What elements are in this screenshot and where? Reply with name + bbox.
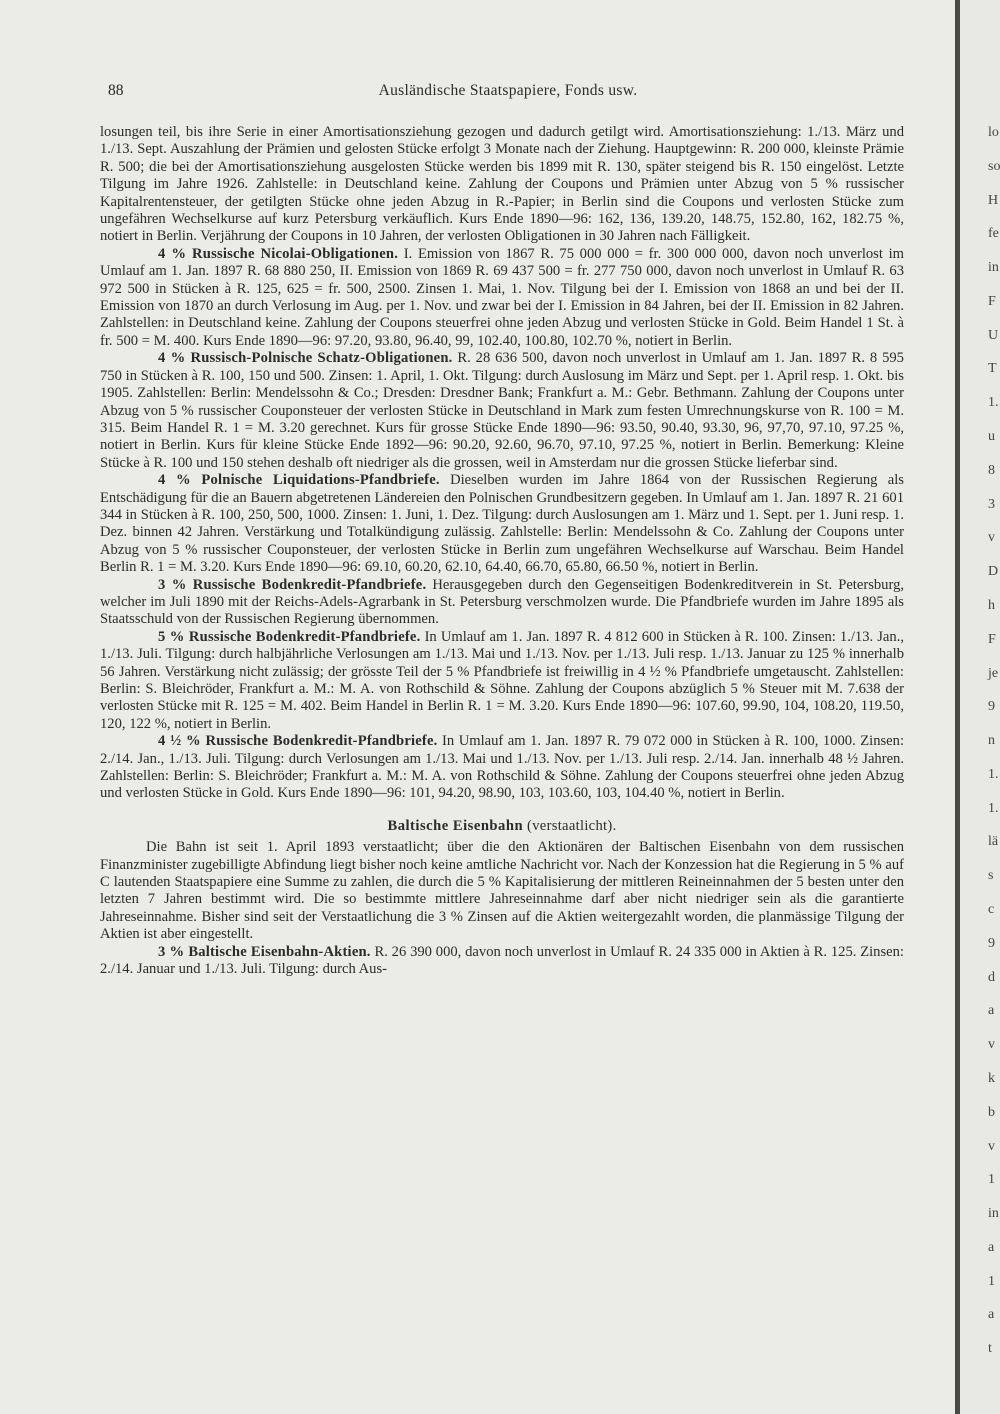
body-text [100,124,904,979]
adjacent-page-fragment: 8 [988,463,995,478]
adjacent-page-fragment: v [988,1037,995,1052]
paragraph-continuation: losungen teil, bis ihre Serie in einer Amortisationsziehung gezogen und dadurch getilgt wird. Amortisationsziehung: 1./13. März und 1./13. Sept. Auszahlung der Prämien und gelosten Stücke erfolgt 3 Monate nach der Ziehung. Hauptgewinn: R. 200 000, kleinste Prämie R. 500; die bei der Amortisationsziehung ausgelosten Stücke werden bis 1899 mit R. 130, später steigend bis R. 150 eingelöst. Letzte Tilgung im Jahre 1926. Zahlstelle: in Deutschland keine. Zahlung der Coupons und Prämien unter Abzug von 5 % russischer Kapitalrentensteuer, der getilgten Stücke ohne jeden Abzug in R.-Papier; in Berlin sind die Coupons und verlosten Stücke zum ungefähren Wechselkurse auf kurz Petersburg verkäuflich. Kurs Ende 1890—96: 162, 136, 139.20, 148.75, 152.80, 162, 182.75 %, notiert in Berlin. Verjährung der Coupons in 10 Jahren, der verlosten Obligationen in 30 Jahren nach Fälligkeit. [100,124,904,245]
adjacent-page-fragment: 1 [988,1172,995,1187]
adjacent-page-fragment: T [988,361,997,376]
adjacent-page-fragment: h [988,598,995,613]
adjacent-page-fragment: 1. [988,767,999,782]
adjacent-page-fragment: fe [988,226,999,241]
entry-heading: 3 % Baltische Eisenbahn-Aktien. [158,943,371,960]
adjacent-page-fragment: a [988,1003,995,1018]
entry-heading: 4 % Russisch-Polnische Schatz-Obligationen. [158,350,453,367]
adjacent-page-fragment: a [988,1307,995,1322]
entry-baltische-aktien [100,944,904,979]
adjacent-page-fragment: t [988,1341,992,1356]
entry-bodenkredit-5 [100,629,904,733]
adjacent-page-fragment: in [988,260,999,275]
adjacent-page-fragment: lä [988,834,999,849]
adjacent-page-fragment: F [988,294,996,309]
entry-heading: 3 % Russische Bodenkredit-Pfandbriefe. [158,576,427,593]
entry-text: In Umlauf am 1. Jan. 1897 R. 4 812 600 in Stücken à R. 100. Zinsen: 1./13. Jan., 1./13. Juli. Tilgung: durch halbjährliche Verlosungen am 1./13. Mai und 1./13. Nov. per 1./13. Juli resp. 1./13. Januar zu 125 % innerhalb 56 Jahren. Verstärkung nicht zulässig; der grösste Teil der 5 % Pfandbriefe ist freiwillig in 4 ½ % Pfandbriefe umgetauscht. Zahlstellen: Berlin: S. Bleichröder, Frankfurt a. M.: M. A. von Rothschild & Söhne. Zahlung der Coupons abzüglich 5 % Steuer mit M. 7.638 der verlosten Stücke mit R. 125 = M. 402. Beim Handel in Berlin R. 1 = M. 3.20. Kurs Ende 1890—96: 107.60, 99.90, 104, 108.20, 119.50, 120, 122 %, notiert in Berlin. [100,628,904,732]
running-title: Ausländische Staatspapiere, Fonds usw. [378,82,638,99]
adjacent-page-fragment: in [988,1206,999,1221]
adjacent-page-fragment: 1. [988,801,999,816]
entry-heading: 4 ½ % Russische Bodenkredit-Pfandbriefe. [158,733,438,750]
adjacent-page-fragment: a [988,1240,995,1255]
adjacent-page-fragment: u [988,429,995,444]
entry-text: In Umlauf am 1. Jan. 1897 R. 79 072 000 in Stücken à R. 100, 1000. Zinsen: 2./14. Jan., 1./13. Juli. Tilgung: durch Verlosungen am 1./13. Mai und 1./13. Nov. per 1./13. Juli resp. 2./14. Jan. innerhalb 48 ½ Jahren. Zahlstellen: Berlin: S. Bleichröder; Frankfurt a. M.: M. A. von Rothschild & Söhne. Zahlung der Coupons steuerfrei ohne jeden Abzug und verlosten Stücke in Gold. Kurs Ende 1890—96: 101, 94.20, 98.90, 103, 103.60, 103, 104.40 %, notiert in Berlin. [100,733,905,802]
adjacent-page-fragment: 9 [988,699,995,714]
entry-text: R. 26 390 000, davon noch unverlost in Umlauf R. 24 335 000 in Aktien à R. 125. Zinsen: 2./14. Januar und 1./13. Juli. Tilgung: durch Aus- [100,943,904,978]
adjacent-page-fragment: k [988,1071,995,1086]
adjacent-page-fragment: je [988,666,999,681]
entry-text: Herausgegeben durch den Gegenseitigen Bodenkreditverein in St. Petersburg, welcher im Juli 1890 mit der Reichs-Adels-Agrarbank in St. Petersburg verschmolzen wurde. Die Pfandbriefe wurden im Jahre 1895 als Staatsschuld von der Russischen Regierung übernommen. [100,576,905,628]
adjacent-page-fragment: b [988,1105,995,1120]
entry-nicolai-obligationen [100,246,904,350]
entry-bodenkredit-3 [100,577,904,629]
page-number: 88 [108,82,124,99]
adjacent-page-fragment: D [988,564,999,579]
section-title-bold: Baltische Eisenbahn [387,817,524,834]
adjacent-page-fragment: v [988,530,995,545]
entry-liquidations-pfandbriefe [100,472,904,576]
adjacent-page-fragment: s [988,868,994,883]
adjacent-page-fragment: d [988,970,995,985]
adjacent-page-fragment: c [988,902,995,917]
section-title-suffix: (verstaatlicht). [527,817,617,834]
adjacent-page-fragment: 3 [988,497,995,512]
adjacent-page-fragment: v [988,1139,995,1154]
adjacent-page-fragment: H [988,193,999,208]
adjacent-page-fragment: F [988,632,996,647]
adjacent-page-fragment: 9 [988,936,995,951]
section-title [100,818,904,835]
entry-heading: 5 % Russische Bodenkredit-Pfandbriefe. [158,628,421,645]
adjacent-page-fragment: n [988,733,995,748]
entry-bodenkredit-4-5 [100,733,904,803]
adjacent-page-fragment: so [988,159,1000,174]
adjacent-page-fragment: 1. [988,395,999,410]
adjacent-page-fragment: 1 [988,1274,995,1289]
section-intro: Die Bahn ist seit 1. April 1893 verstaatlicht; über die den Aktionären der Baltischen Eisenbahn von dem russischen Finanzminister zugebilligte Abfindung liegt bisher noch keine amtliche Nachricht vor. Nach der Konzession hat die Regierung in 5 % auf C lautenden Staatspapiere eine Summe zu zahlen, die durch die 5 % Kapitalisierung der mittleren Reineinnahmen der 5 besten unter den letzten 7 Jahren bestimmt wird. Die so bestimmte mittlere Jahreseinnahme darf aber nicht niedriger sein als die garantierte Jahreseinnahme. Bisher sind seit der Verstaatlichung die 3 % Zinsen auf die Aktien weitergezahlt worden, die planmässige Tilgung der Aktien ist aber eingestellt. [100,839,904,943]
entry-polnische-schatz-obligationen [100,350,904,472]
adjacent-page-fragment: U [988,328,999,343]
adjacent-page-fragment: lo [988,125,999,140]
entry-text: Dieselben wurden im Jahre 1864 von der Russischen Regierung als Entschädigung für die an Bauern abgetretenen Ländereien den Polnischen Grundbesitzern gegeben. In Umlauf am 1. Jan. 1897 R. 21 601 344 in Stücken à R. 100, 250, 500, 1000. Zinsen: 1. Juni, 1. Dez. Tilgung: durch Auslosungen am 1. März und 1. Sept. per 1. Juni resp. 1. Dez. binnen 42 Jahren. Verstärkung und Totalkündigung zulässig. Zahlstelle: Berlin: Mendelssohn & Co. Zahlung der Coupons unter Abzug von 5 % russischer Couponsteuer, der verlosten Stücke in Berlin zum ungefähren Wechselkurse auf Warschau. Beim Handel Berlin R. 1 = M. 3.20. Kurs Ende 1890—96: 69.10, 60.20, 62.10, 64.40, 66.70, 65.80, 66.50 %, notiert in Berlin. [100,472,904,576]
entry-heading: 4 % Polnische Liquidations-Pfandbriefe. [158,472,440,489]
entry-text: I. Emission von 1867 R. 75 000 000 = fr. 300 000 000, davon noch unverlost im Umlauf am 1. Jan. 1897 R. 68 880 250, II. Emission von 1869 R. 69 437 500 = fr. 277 750 000, davon noch unverlost in Umlauf R. 63 972 500 in Stücken à R. 125, 625 = fr. 500, 2500. Zinsen 1. Mai, 1. Nov. Tilgung bei der I. Emission von 1868 an und bei der II. Emission von 1870 an durch Verlosung im Aug. per 1. Nov. und zwar bei der I. Emission in 84 Jahren, bei der II. Emission in 82 Jahren. Zahlstellen: in Deutschland keine. Zahlung der Coupons steuerfrei ohne jeden Abzug und verlosten Stücke in Gold. Beim Handel 1 St. à fr. 500 = M. 400. Kurs Ende 1890—96: 97.20, 93.80, 96.40, 99, 102.40, 100.80, 102.70 %, notiert in Berlin. [100,245,904,349]
page-header [108,82,908,102]
entry-heading: 4 % Russische Nicolai-Obligationen. [158,245,399,262]
adjacent-page-edge [960,0,1000,1414]
entry-text: R. 28 636 500, davon noch unverlost in Umlauf am 1. Jan. 1897 R. 8 595 750 in Stücken à R. 100, 150 und 500. Zinsen: 1. April, 1. Okt. Tilgung: durch Auslosung im März und Sept. per 1. April resp. 1. Okt. bis 1905. Zahlstellen: Berlin: Mendelssohn & Co.; Dresden: Dresdner Bank; Frankfurt a. M.: Gebr. Bethmann. Zahlung der Coupons unter Abzug von 5 % russischer Couponsteuer der verlosten Stücke in Deutschland in Mark zum festen Umrechnungskurse von R. 100 = M. 315. Beim Handel R. 1 = M. 3.20 gerechnet. Kurs für grosse Stücke Ende 1890—96: 93.50, 90.40, 93.30, 96, 97,70, 97.10, 97.25 %, notiert in Berlin. Kurs für kleine Stücke Ende 1892—96: 90.20, 92.60, 96.70, 97.10, 97.25 %, notiert in Berlin. Bemerkung: Kleine Stücke à R. 100 und 150 stehen deshalb oft niedriger als die grossen, weil in Amsterdam nur die grossen Stücke lieferbar sind. [100,350,904,471]
